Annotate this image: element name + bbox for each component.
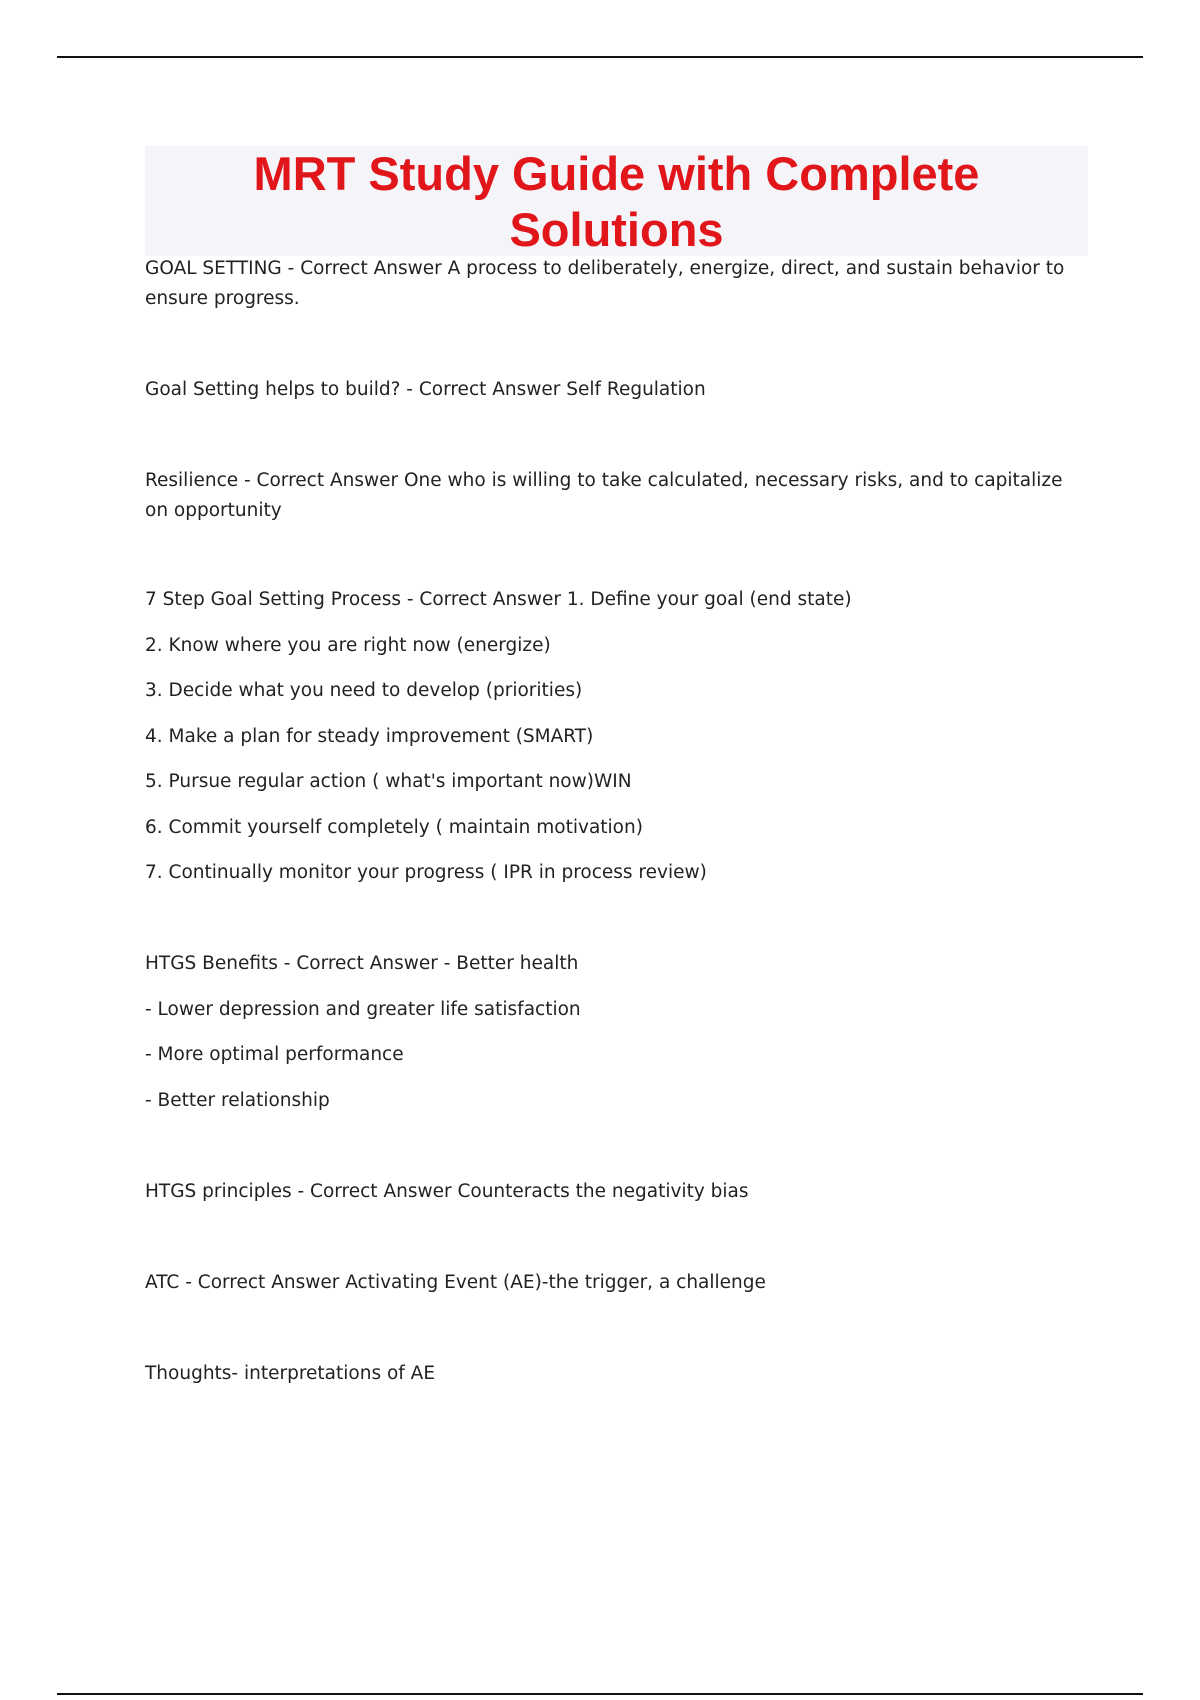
bottom-divider	[57, 1693, 1143, 1695]
entry-seven-step-process: 7 Step Goal Setting Process - Correct Answer 1. Define your goal (end state)	[145, 589, 852, 610]
list-item: 6. Commit yourself completely ( maintain motivation)	[145, 817, 643, 838]
list-item: 7. Continually monitor your progress ( IPR in process review)	[145, 862, 707, 883]
entry-htgs-benefits: HTGS Benefits - Correct Answer - Better health	[145, 953, 579, 974]
entry-atc: ATC - Correct Answer Activating Event (AE)-the trigger, a challenge	[145, 1272, 766, 1293]
entry-goal-setting: GOAL SETTING - Correct Answer A process to deliberately, energize, direct, and sustain behavior to ensure progress.	[145, 258, 1065, 309]
list-item: - More optimal performance	[145, 1044, 404, 1065]
top-divider	[57, 56, 1143, 58]
entry-goal-setting-helps: Goal Setting helps to build? - Correct Answer Self Regulation	[145, 379, 706, 400]
list-item: - Lower depression and greater life satisfaction	[145, 999, 581, 1020]
list-item: 2. Know where you are right now (energize)	[145, 635, 551, 656]
list-item: - Better relationship	[145, 1090, 330, 1111]
entry-resilience: Resilience - Correct Answer One who is willing to take calculated, necessary risks, and to capitalize on opportunity	[145, 470, 1063, 521]
title-banner	[145, 146, 1088, 256]
list-item: 5. Pursue regular action ( what's important now)WIN	[145, 771, 632, 792]
list-item: 4. Make a plan for steady improvement (SMART)	[145, 726, 594, 747]
entry-thoughts: Thoughts- interpretations of AE	[145, 1363, 436, 1384]
document-title: MRT Study Guide with Complete Solutions	[253, 147, 980, 256]
list-item: 3. Decide what you need to develop (priorities)	[145, 680, 583, 701]
entry-htgs-principles: HTGS principles - Correct Answer Counteracts the negativity bias	[145, 1181, 749, 1202]
